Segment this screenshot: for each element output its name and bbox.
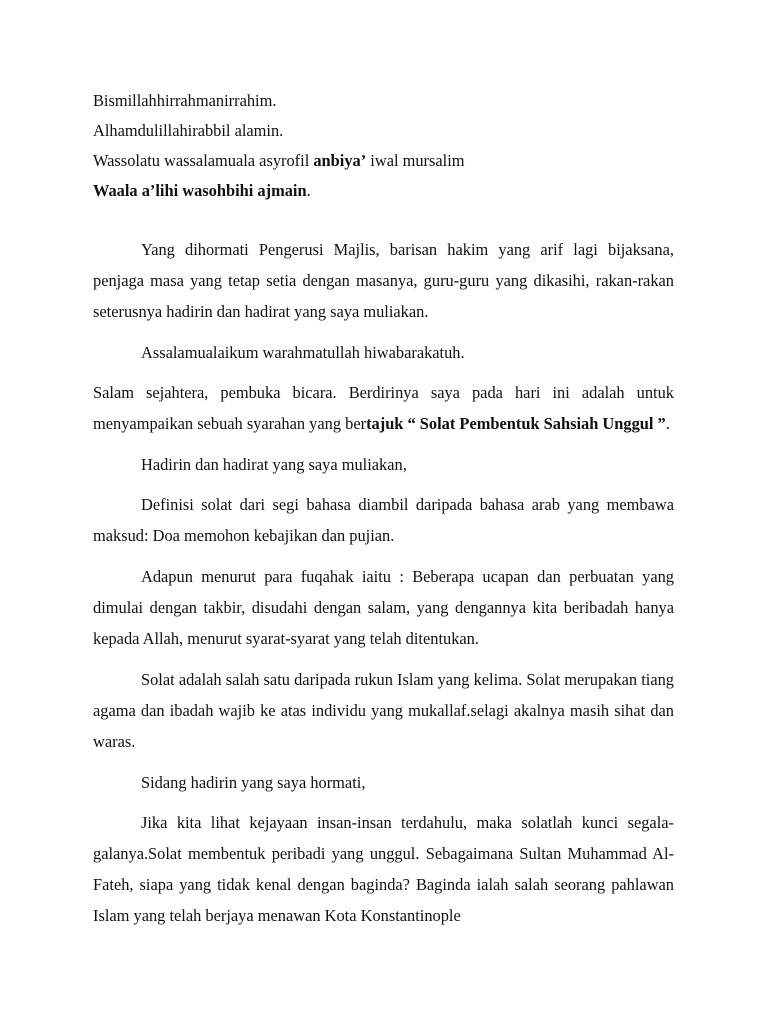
- speech-body: [93, 234, 674, 941]
- opening-line-selawat-part1: Wassolatu wassalamuala asyrofil: [93, 151, 314, 170]
- opening-line-selawat-bold: anbiya’: [313, 151, 367, 170]
- paragraph-address-2: Sidang hadirin yang saya hormati,: [141, 773, 366, 792]
- paragraph-definition-fuqahak: Adapun menurut para fuqahak iaitu : Beberapa ucapan dan perbuatan yang dimulai dengan takbir, disudahi dengan salam, yang dengannya kita beribadah hanya kepada Allah, menurut syarat-syarat yang telah ditentukan.: [93, 567, 674, 648]
- opening-line-ajmain: [93, 176, 674, 206]
- paragraph-definition-language: Definisi solat dari segi bahasa diambil daripada bahasa arab yang membawa maksud: Doa memohon kebajikan dan pujian.: [93, 495, 674, 545]
- opening-line-selawat-part2: iwal mursalim: [366, 151, 465, 170]
- opening-line-basmalah: Bismillahhirrahmanirrahim.: [93, 91, 277, 110]
- opening-line-ajmain-period: .: [306, 181, 311, 200]
- introduction-period: .: [665, 414, 670, 433]
- paragraph-al-fateh: Jika kita lihat kejayaan insan-insan terdahulu, maka solatlah kunci segala-galanya.Solat membentuk peribadi yang unggul. Sebagaimana Sultan Muhammad Al-Fateh, siapa yang tidak kenal dengan baginda? Baginda ialah salah seorang pahlawan Islam yang telah berjaya menawan Kota Konstantinople: [93, 813, 674, 925]
- paragraph-address-1: Hadirin dan hadirat yang saya muliakan,: [141, 455, 407, 474]
- opening-salutation: [93, 86, 674, 206]
- paragraph-rukun-islam: Solat adalah salah satu daripada rukun Islam yang kelima. Solat merupakan tiang agama dan ibadah wajib ke atas individu yang mukallaf.selagi akalnya masih sihat dan waras.: [93, 670, 674, 751]
- paragraph-greeting-audience: Yang dihormati Pengerusi Majlis, barisan hakim yang arif lagi bijaksana, penjaga masa yang tetap setia dengan masanya, guru-guru yang dikasihi, rakan-rakan seterusnya hadirin dan hadirat yang saya muliakan.: [93, 240, 674, 321]
- speech-title: tajuk “ Solat Pembentuk Sahsiah Unggul ”: [366, 414, 666, 433]
- opening-line-ajmain-bold: Waala a’lihi wasohbihi ajmain: [93, 181, 307, 200]
- opening-line-selawat: [93, 146, 674, 176]
- paragraph-salam: Assalamualaikum warahmatullah hiwabarakatuh.: [141, 343, 465, 362]
- paragraph-introduction: [93, 377, 674, 439]
- opening-line-hamdalah: Alhamdulillahirabbil alamin.: [93, 121, 284, 140]
- introduction-text: Salam sejahtera, pembuka bicara. Berdirinya saya pada hari ini adalah untuk menyampaikan sebuah syarahan yang ber: [93, 383, 674, 433]
